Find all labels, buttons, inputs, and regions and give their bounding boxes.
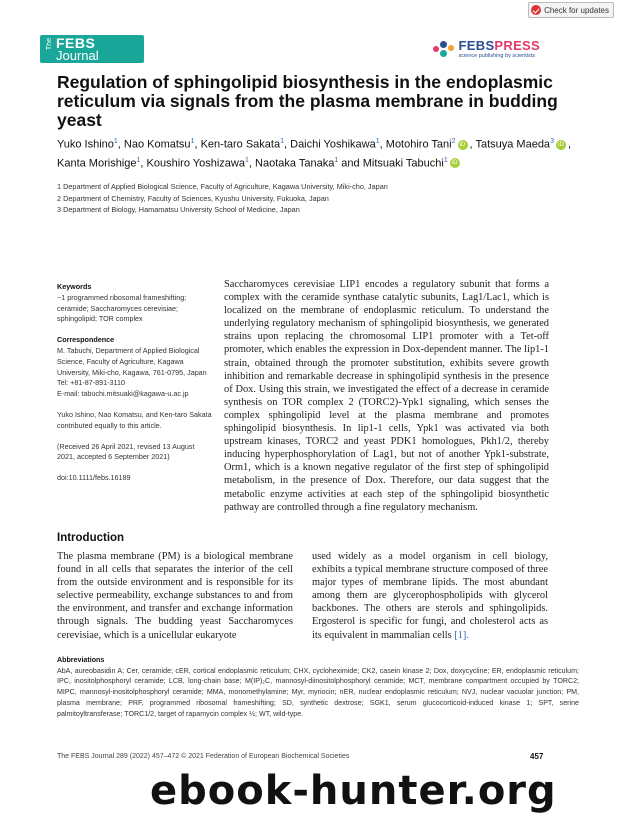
author-affiliation-marker: 3 bbox=[550, 138, 554, 145]
febs-press-logo bbox=[433, 38, 540, 59]
introduction-column-1: The plasma membrane (PM) is a biological membrane found in all cells that separates the interior of the cell from the outside environment and is responsible for its selective permeability, exchange substances to and from the environment, and transfer and exchange information through signals. The budding yeast Saccharomyces cerevisiae, which is a unicellular eukaryote bbox=[57, 551, 293, 641]
check-badge-icon bbox=[531, 5, 541, 15]
author-name[interactable]: Naotaka Tanaka bbox=[255, 157, 335, 170]
received-dates: (Received 26 April 2021, revised 13 August 2021, accepted 6 September 2021) bbox=[57, 441, 195, 462]
press-tagline: science publishing by scientists bbox=[458, 53, 535, 59]
orcid-icon[interactable]: iD bbox=[458, 140, 468, 150]
author-name[interactable]: Motohiro Tani bbox=[385, 138, 452, 151]
affiliation-3: 3 Department of Biology, Hamamatsu University School of Medicine, Japan bbox=[57, 205, 300, 214]
author-affiliation-marker: 1 bbox=[245, 156, 249, 164]
correspondence-address: M. Tabuchi, Department of Applied Biological Science, Faculty of Agriculture, Kagawa University, Miki-cho, Kagawa, 761-0795, Japan bbox=[57, 345, 207, 377]
author-name[interactable]: Tatsuya Maeda bbox=[475, 138, 551, 151]
correspondence-tel: Tel: +81-87-891-3110 bbox=[57, 378, 125, 388]
check-for-updates-button[interactable] bbox=[528, 2, 614, 18]
orcid-icon[interactable]: iD bbox=[556, 140, 566, 150]
author-name[interactable]: Yuko Ishino bbox=[57, 138, 114, 151]
author-name[interactable]: Nao Komatsu bbox=[123, 138, 191, 151]
press-name-b: PRESS bbox=[494, 38, 540, 53]
author-name[interactable]: Ken-taro Sakata bbox=[200, 138, 281, 151]
introduction-heading: Introduction bbox=[57, 532, 125, 544]
reference-link-1[interactable]: [1]. bbox=[454, 629, 469, 641]
author-affiliation-marker: 1 bbox=[375, 138, 380, 145]
author-list: Yuko Ishino$^1$, Nao Komatsu$^1$, Ken-taro Sakata$^1$, Daichi Yoshikawa$^1$, Motohiro Tani$^2$ iD , Tatsuya Maeda$^3$ iD , Kanta Morishige$^1$, Koushiro Yoshizawa$^1$, Naotaka Tanaka$^1$ and Mitsuaki Tabuchi$^1$ iD bbox=[57, 138, 572, 170]
page-number: 457 bbox=[530, 752, 544, 761]
author-name[interactable]: Koushiro Yoshizawa bbox=[146, 157, 245, 170]
author-name[interactable]: Mitsuaki Tabuchi bbox=[362, 157, 444, 170]
correspondence-heading: Correspondence bbox=[57, 335, 115, 345]
author-affiliation-marker: 1 bbox=[280, 138, 284, 145]
author-affiliation-marker: 2 bbox=[451, 138, 456, 145]
journal-logo-febs: FEBS bbox=[56, 35, 96, 51]
author-affiliation-marker: 1 bbox=[334, 156, 339, 164]
keywords-heading: Keywords bbox=[57, 282, 92, 291]
introduction-column-2-text: used widely as a model organism in cell biology, exhibits a typical membrane structure composed of three major types of membrane lipids. The most abundant among them are glycerophospholipids with glycerol backbones. The others are sterols and sphingolipids. Ergosterol is specific for fungi, and cholesterol acts as its equivalent in mammalian cells bbox=[312, 551, 548, 641]
author-affiliation-marker: 1 bbox=[443, 156, 448, 164]
check-for-updates-label: Check for updates bbox=[544, 5, 609, 15]
affiliation-2: 2 Department of Chemistry, Faculty of Sciences, Kyushu University, Fukuoka, Japan bbox=[57, 193, 329, 203]
orcid-icon[interactable]: iD bbox=[450, 158, 460, 168]
abstract: Saccharomyces cerevisiae LIP1 encodes a regulatory subunit that forms a complex with the ceramide synthase catalytic subunits, Lag1/Lac1, which is localized on the membrane of endoplasmic reticulum. To understand the underlying regulatory mechanism of sphingolipid biosynthesis, we generated strains upon replacing the chromosomal LIP1 promoter with a Tet-off promoter, which enables the expression in Dox-dependent manner. The lip1-1 strain, obtained through the promoter substitution, exhibits severe growth inhibition and remarkable decrease in sphingolipid synthesis in the presence of Dox. Using this strain, we investigated the effect of a decrease in ceramide synthesis on TOR complex 2 (TORC2)-Ypk1 signaling, which senses the complex sphingolipid level at the plasma membrane and promotes sphingolipid biosynthesis. In lip1-1 cells, Ypk1 was activated via both upstream kinases, TORC2 and yeast PDK1 homologues, Pkh1/2, thereby inducing hyperphosphorylation of Lag1, but not of another Ypk1-substrate, Orm1, which is a known negative regulator of the first step of sphingolipid metabolism, in the presence of Dox. Therefore, our data suggest that the metabolic enzyme activities at each step of the sphingolipid biosynthetic pathway are controlled through a fine regulatory mechanism. bbox=[224, 279, 549, 513]
author-affiliation-marker: 1 bbox=[136, 156, 141, 164]
keywords-text: −1 programmed ribosomal frameshifting; ceramide; Saccharomyces cerevisiae; sphingolipid; TOR complex bbox=[57, 292, 187, 324]
doi-link[interactable]: doi:10.1111/febs.16189 bbox=[57, 473, 131, 483]
author-affiliation-marker: 1 bbox=[190, 138, 195, 145]
abbreviations-text: AbA, aureobasidin A; Cer, ceramide; cER, cortical endoplasmic reticulum; CHX, cycloheximide; CK2, casein kinase 2; Dox, doxycycline; ER, endoplasmic reticulum; IPC, inositolphosphoryl ceramide; LCB, long-chain base; M(IP)₂C, mannosyl-diinositolphosphoryl ceramide; MCT, membrane compartment occupied by TORC2; MIPC, mannosyl-inositolphosphoryl ceramide; MMA, monomethylamine; Myr, myriocin; nER, nuclear endoplasmic reticulum; NVJ, nuclear vacuolar junction; PM, plasma membrane; PRF, programmed ribosomal frameshifting; SD, synthetic dextrose; SGK1, serum glucocorticoid-induced kinase 1; SPT, serine palmitoyltransferase; TORC1/2, target of rapamycin complex ½; WT, wild-type. bbox=[57, 666, 579, 718]
journal-logo-journal: Journal bbox=[56, 48, 99, 63]
watermark: ebook-hunter.org bbox=[150, 768, 557, 814]
author-name[interactable]: Daichi Yoshikawa bbox=[290, 138, 376, 151]
correspondence-email[interactable]: E-mail: tabuchi.mitsuaki@kagawa-u.ac.jp bbox=[57, 389, 189, 399]
footer-citation: The FEBS Journal 289 (2022) 457–472 © 2021 Federation of European Biochemical Societies bbox=[57, 753, 350, 760]
affiliations bbox=[57, 181, 577, 216]
author-name[interactable]: Kanta Morishige bbox=[57, 157, 137, 170]
abbreviations-heading: Abbreviations bbox=[57, 656, 105, 664]
affiliation-1: 1 Department of Applied Biological Science, Faculty of Agriculture, Kagawa University, Miki-cho, Japan bbox=[57, 182, 388, 191]
article-title: Regulation of sphingolipid biosynthesis in the endoplasmic reticulum via signals from the plasma membrane in budding yeast bbox=[57, 72, 558, 130]
journal-logo-the: The bbox=[46, 38, 53, 51]
febs-press-dots-icon bbox=[433, 39, 455, 59]
introduction-column-2 bbox=[312, 550, 548, 642]
author-affiliation-marker: 1 bbox=[113, 138, 118, 145]
press-name-a: FEBS bbox=[458, 38, 495, 53]
equal-contribution-note: Yuko Ishino, Nao Komatsu, and Ken-taro Sakata contributed equally to this article. bbox=[57, 409, 212, 430]
article-sidebar bbox=[57, 282, 212, 494]
abbreviations bbox=[57, 655, 579, 719]
journal-logo bbox=[40, 35, 144, 63]
